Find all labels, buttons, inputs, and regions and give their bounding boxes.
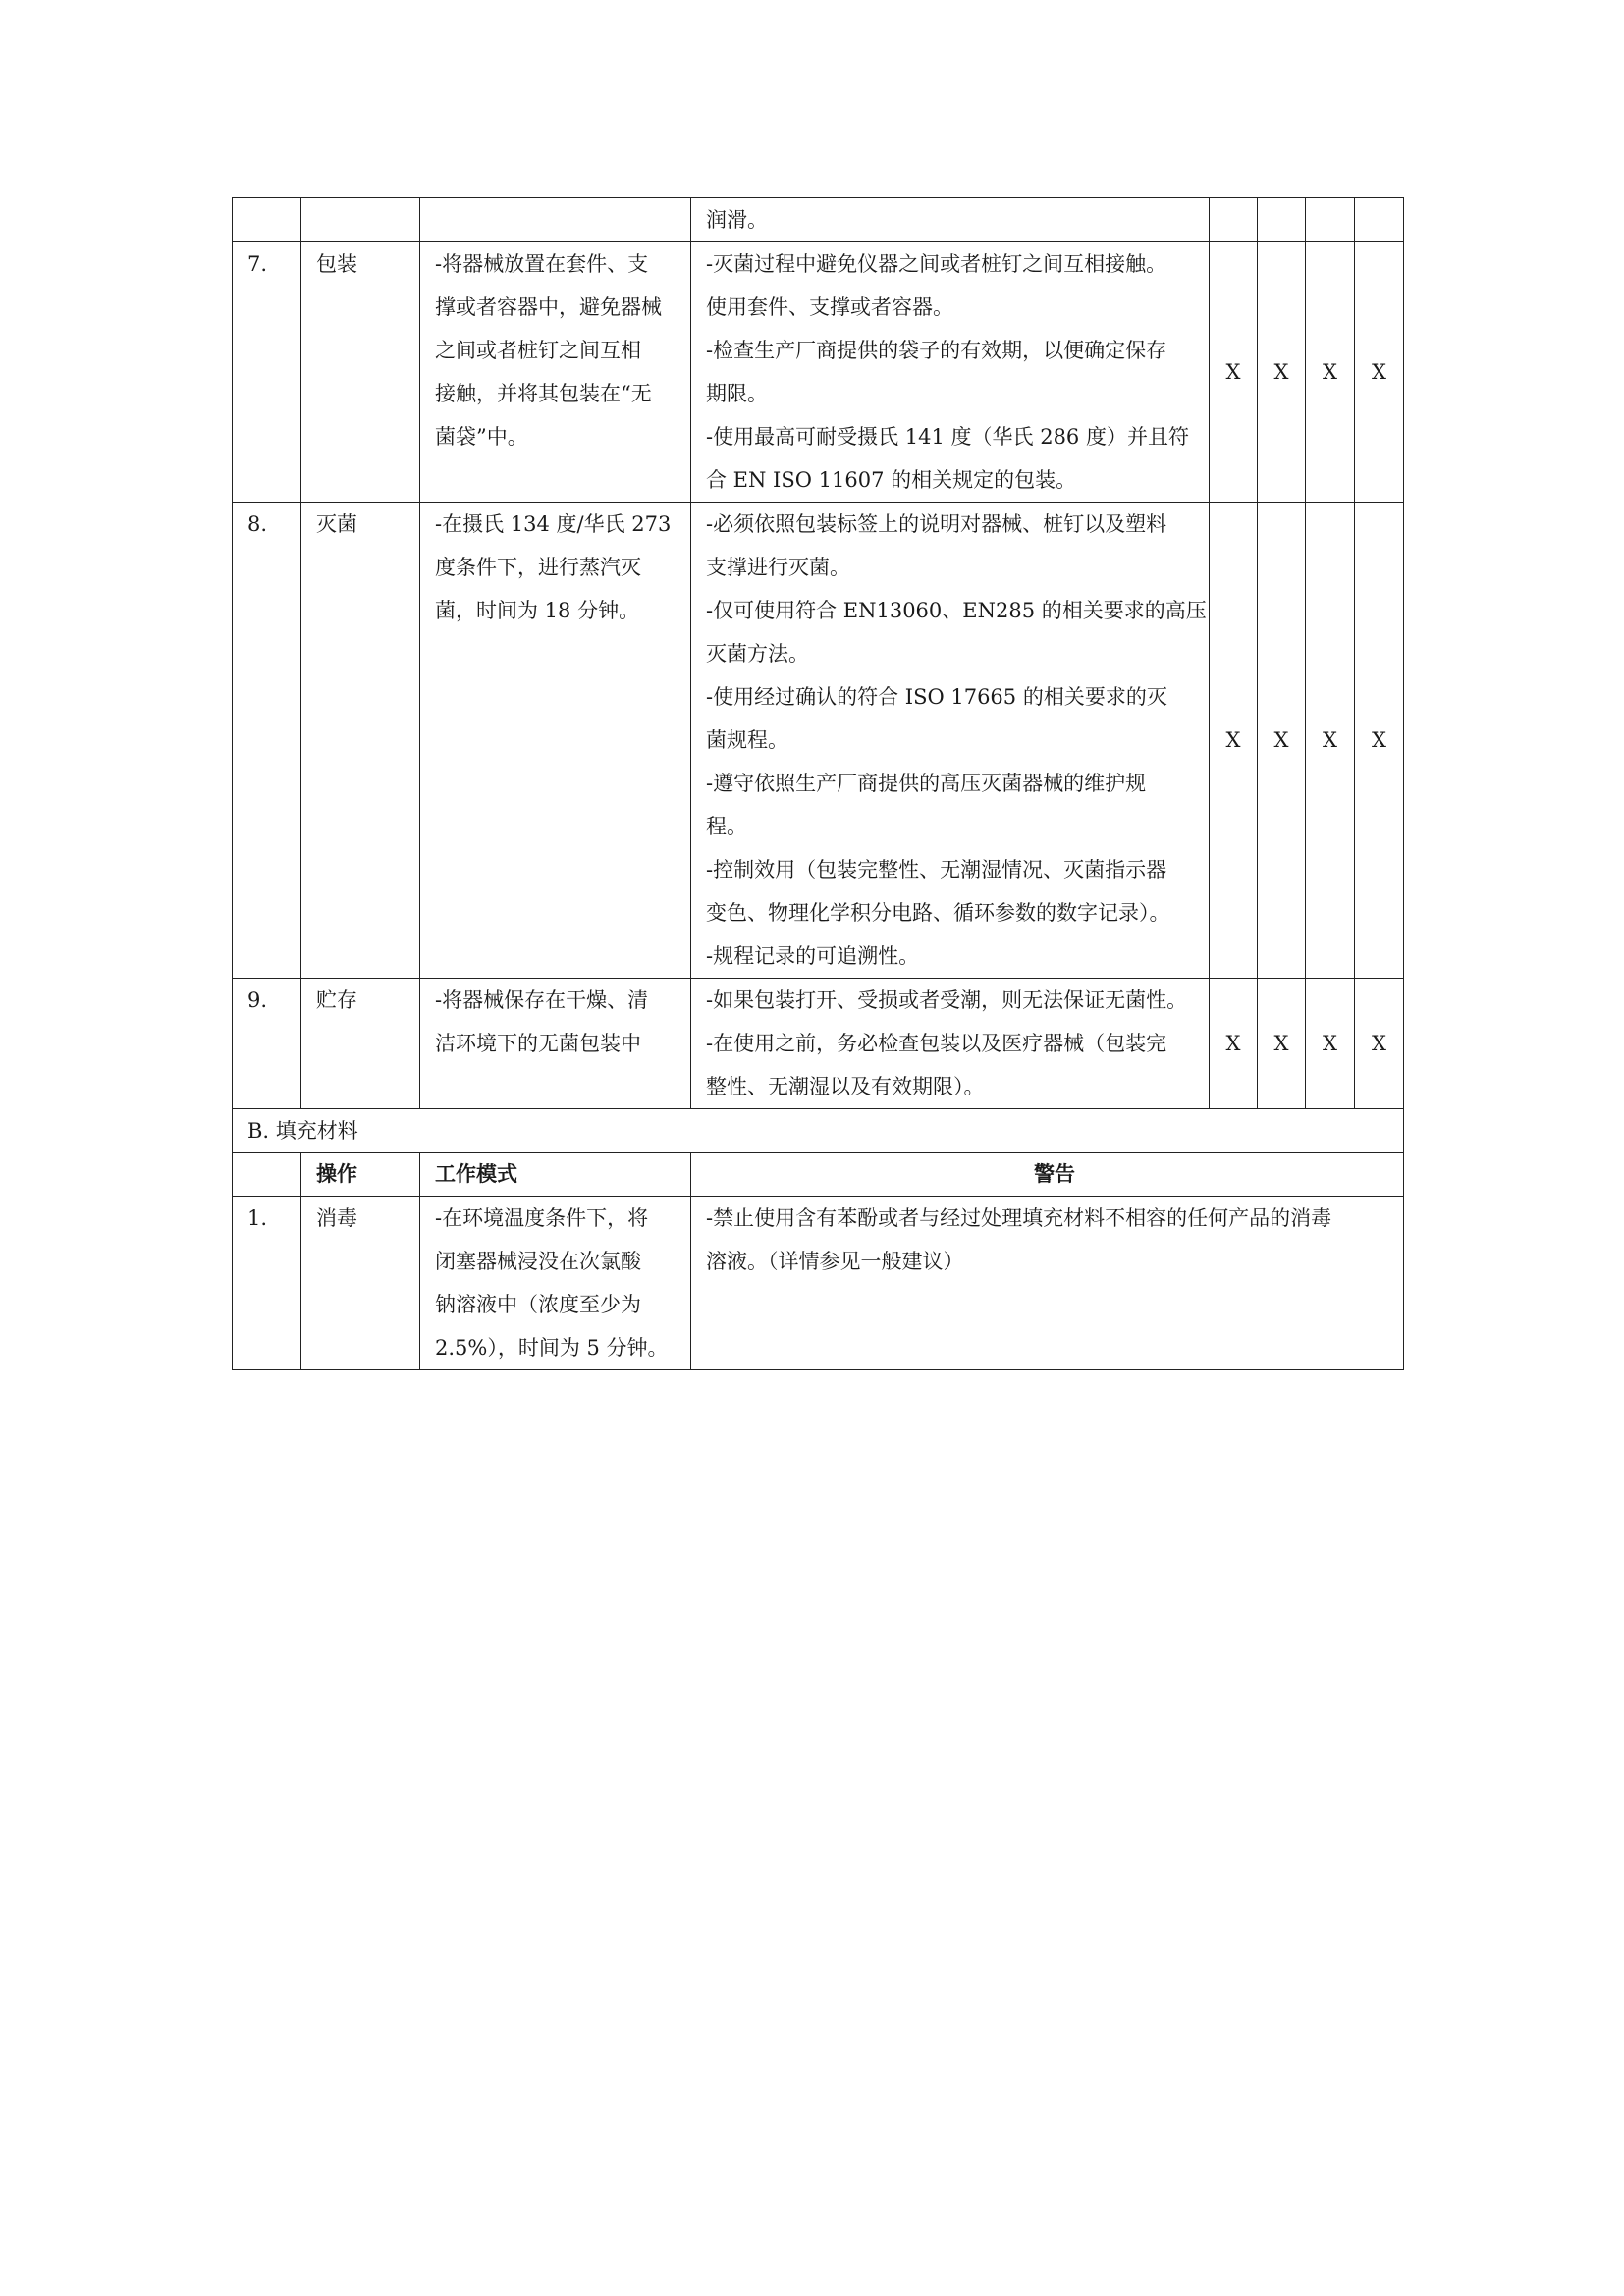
row-mark: X xyxy=(1210,242,1258,503)
header-warning: 警告 xyxy=(691,1153,1404,1197)
table-row-packaging xyxy=(233,242,1404,503)
row-mode xyxy=(420,1197,691,1370)
mode-line: -在摄氏 134 度/华氏 273 xyxy=(435,512,672,536)
row-number: 7. xyxy=(233,242,301,503)
table-row-sterilization xyxy=(233,503,1404,979)
mode-line: 菌袋”中。 xyxy=(435,425,528,449)
row-mark: X xyxy=(1258,979,1306,1109)
mode-line: 菌，时间为 18 分钟。 xyxy=(435,599,640,622)
warning-line: 变色、物理化学积分电路、循环参数的数字记录）。 xyxy=(706,901,1170,925)
warning-line: -规程记录的可追溯性。 xyxy=(706,944,920,968)
mode-line: -在环境温度条件下，将 xyxy=(435,1206,649,1230)
mode-line: -将器械保存在干燥、清 xyxy=(435,988,649,1012)
row-mark: X xyxy=(1306,242,1355,503)
header-num xyxy=(233,1153,301,1197)
row-mark: X xyxy=(1210,979,1258,1109)
cell-mark xyxy=(1306,198,1355,242)
mode-line: 度条件下，进行蒸汽灭 xyxy=(435,556,641,579)
warning-line: 使用套件、支撑或者容器。 xyxy=(706,295,953,319)
warning-line: -控制效用（包装完整性、无潮湿情况、灭菌指示器 xyxy=(706,858,1167,881)
row-operation: 灭菌 xyxy=(301,503,420,979)
row-warning xyxy=(691,979,1210,1109)
table-row-storage xyxy=(233,979,1404,1109)
row-mark: X xyxy=(1258,503,1306,979)
warning-line: 期限。 xyxy=(706,382,768,405)
mode-line: 接触，并将其包装在“无 xyxy=(435,382,652,405)
warning-line: 支撑进行灭菌。 xyxy=(706,556,850,579)
warning-line: -灭菌过程中避免仪器之间或者桩钉之间互相接触。 xyxy=(706,252,1167,276)
row-number: 9. xyxy=(233,979,301,1109)
warning-line: 灭菌方法。 xyxy=(706,642,809,666)
row-mark: X xyxy=(1355,503,1404,979)
row-mark: X xyxy=(1306,979,1355,1109)
cell-num xyxy=(233,198,301,242)
section-title: B. 填充材料 xyxy=(233,1109,1404,1153)
warning-line: -在使用之前，务必检查包装以及医疗器械（包装完 xyxy=(706,1032,1167,1055)
header-mode: 工作模式 xyxy=(420,1153,691,1197)
cell-mark xyxy=(1355,198,1404,242)
row-mark: X xyxy=(1355,979,1404,1109)
cell-operation xyxy=(301,198,420,242)
mode-line: 撑或者容器中，避免器械 xyxy=(435,295,662,319)
warning-line: 溶液。（详情参见一般建议） xyxy=(706,1250,964,1273)
row-operation: 消毒 xyxy=(301,1197,420,1370)
warning-line: -仅可使用符合 EN13060、EN285 的相关要求的高压 xyxy=(706,599,1207,622)
row-mode xyxy=(420,242,691,503)
row-number: 1. xyxy=(233,1197,301,1370)
warning-line: -使用经过确认的符合 ISO 17665 的相关要求的灭 xyxy=(706,685,1167,709)
warning-line: -禁止使用含有苯酚或者与经过处理填充材料不相容的任何产品的消毒 xyxy=(706,1206,1332,1230)
row-number: 8. xyxy=(233,503,301,979)
warning-line: -使用最高可耐受摄氏 141 度（华氏 286 度）并且符 xyxy=(706,425,1189,449)
warning-line: 润滑。 xyxy=(706,208,768,232)
warning-line: -如果包装打开、受损或者受潮，则无法保证无菌性。 xyxy=(706,988,1188,1012)
row-mark: X xyxy=(1355,242,1404,503)
warning-line: 程。 xyxy=(706,815,747,838)
cell-mark xyxy=(1210,198,1258,242)
mode-line: 2.5%），时间为 5 分钟。 xyxy=(435,1336,669,1360)
row-warning xyxy=(691,503,1210,979)
warning-line: 整性、无潮湿以及有效期限）。 xyxy=(706,1075,985,1098)
row-warning xyxy=(691,1197,1404,1370)
warning-line: -检查生产厂商提供的袋子的有效期，以便确定保存 xyxy=(706,339,1167,362)
cell-warning xyxy=(691,198,1210,242)
reprocessing-table xyxy=(232,197,1404,1370)
header-operation: 操作 xyxy=(301,1153,420,1197)
mode-line: 闭塞器械浸没在次氯酸 xyxy=(435,1250,641,1273)
row-warning xyxy=(691,242,1210,503)
warning-line: 菌规程。 xyxy=(706,728,788,752)
row-mode xyxy=(420,503,691,979)
mode-line: 之间或者桩钉之间互相 xyxy=(435,339,641,362)
table-row-disinfection xyxy=(233,1197,1404,1370)
row-mode xyxy=(420,979,691,1109)
row-mark: X xyxy=(1258,242,1306,503)
warning-line: -必须依照包装标签上的说明对器械、桩钉以及塑料 xyxy=(706,512,1167,536)
warning-line: -遵守依照生产厂商提供的高压灭菌器械的维护规 xyxy=(706,772,1147,795)
row-mark: X xyxy=(1210,503,1258,979)
cell-mark xyxy=(1258,198,1306,242)
table-row-continuation xyxy=(233,198,1404,242)
cell-mode xyxy=(420,198,691,242)
section-b-header-row xyxy=(233,1153,1404,1197)
section-b-title-row xyxy=(233,1109,1404,1153)
row-operation: 包装 xyxy=(301,242,420,503)
mode-line: -将器械放置在套件、支 xyxy=(435,252,649,276)
mode-line: 洁环境下的无菌包装中 xyxy=(435,1032,641,1055)
warning-line: 合 EN ISO 11607 的相关规定的包装。 xyxy=(706,468,1077,492)
row-operation: 贮存 xyxy=(301,979,420,1109)
mode-line: 钠溶液中（浓度至少为 xyxy=(435,1293,641,1316)
row-mark: X xyxy=(1306,503,1355,979)
